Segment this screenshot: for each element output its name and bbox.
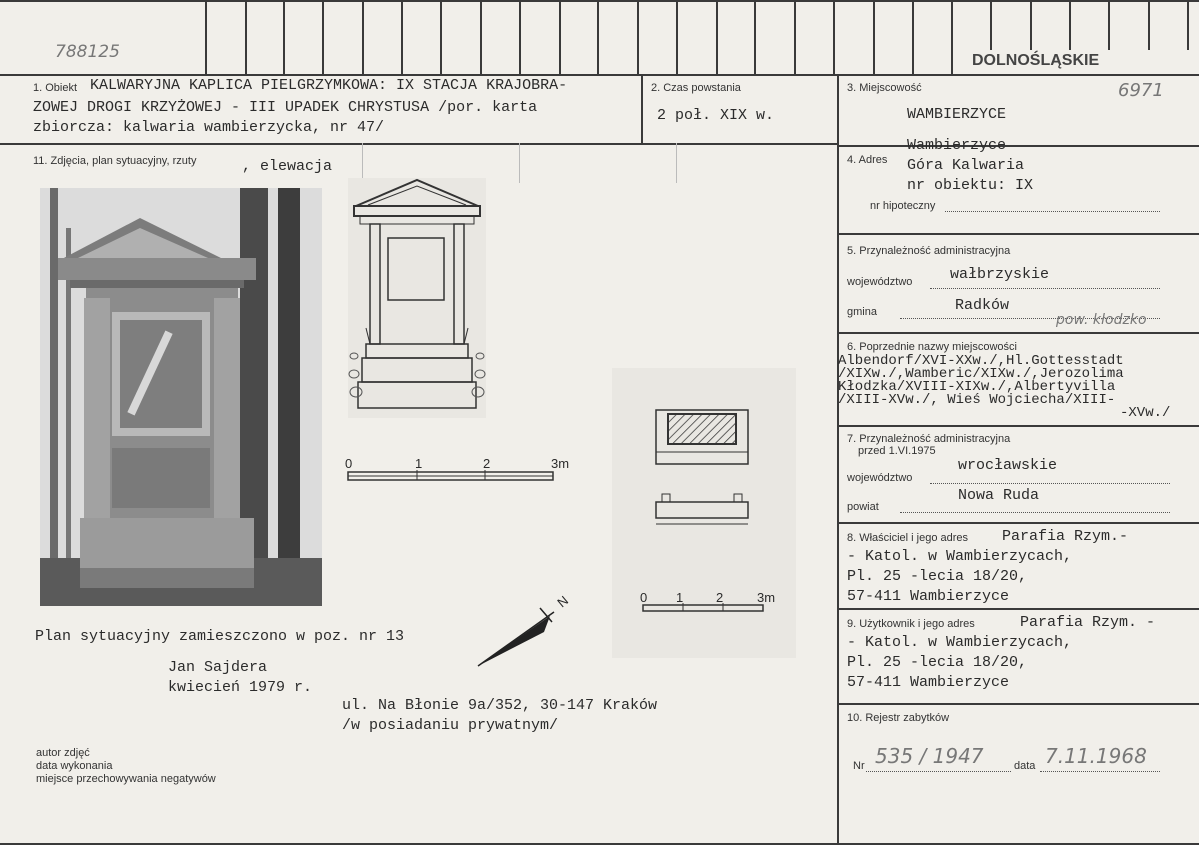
- powiat-line: [900, 512, 1170, 513]
- field-poprzednie-line-3: Kłodzka/XVIII-XIXw./,Albertyvilla: [838, 379, 1116, 395]
- field-poprzednie-line-4: /XIII-XVw./, Wieś Wojciecha/XIII-: [838, 392, 1116, 408]
- field-wlasciciel-line-1: Parafia Rzym.-: [1002, 528, 1129, 545]
- field-uzytkownik-line-1: Parafia Rzym. -: [1020, 614, 1156, 631]
- field-uzytkownik-line-2: - Katol. w Wambierzycach,: [847, 634, 1073, 651]
- field-adres-line-1: Wambierzyce: [907, 137, 1007, 154]
- section-11-label: 11. Zdjęcia, plan sytuacyjny, rzuty: [33, 155, 197, 167]
- field-przed-label: 7. Przynależność administracyjna: [847, 433, 1011, 445]
- field-przed-woj-value: wrocławskie: [958, 457, 1058, 474]
- field-wlasciciel-line-4: 57-411 Wambierzyce: [847, 588, 1010, 605]
- guide-line: [519, 143, 520, 183]
- chapel-photo: [40, 188, 322, 606]
- field-hipoteczny-label: nr hipoteczny: [870, 200, 936, 212]
- handwritten-powiat-note: pow. kłodzko: [1056, 312, 1147, 328]
- field-poprzednie-line-2: /XIXw./,Wamberic/XIXw./,Jerozolima: [838, 366, 1124, 382]
- author-date: kwiecień 1979 r.: [168, 679, 313, 696]
- field-miejscowosc-label: 3. Miejscowość: [847, 82, 922, 94]
- author-storage: /w posiadaniu prywatnym/: [342, 717, 559, 734]
- scale-bottom-2: 2: [716, 590, 724, 605]
- field-obiekt-line-3: zbiorcza: kalwaria wambierzycka, nr 47/: [33, 119, 385, 136]
- field-rejestr-data-value: 7.11.1968: [1045, 744, 1147, 768]
- scale-bottom-3: 3m: [757, 590, 776, 605]
- guide-line: [676, 143, 677, 183]
- field-wlasciciel-line-2: - Katol. w Wambierzycach,: [847, 548, 1073, 565]
- field-poprzednie-line-5: -XVw./: [1120, 405, 1171, 421]
- scale-top-3: 3m: [551, 456, 570, 471]
- field-wlasciciel-label: 8. Właściciel i jego adres: [847, 532, 969, 544]
- corner-handwritten-number: 788125: [55, 42, 120, 62]
- author-address: ul. Na Błonie 9a/352, 30-147 Kraków: [342, 697, 658, 714]
- scale-bottom-1: 1: [676, 590, 684, 605]
- field-przed-woj-label: województwo: [847, 472, 913, 484]
- field-adres-line-3: nr obiektu: IX: [907, 177, 1034, 194]
- scale-top-1: 1: [415, 456, 423, 471]
- footer-label-author: autor zdjęć: [36, 747, 90, 759]
- field-przed-sub: przed 1.VI.1975: [858, 445, 936, 457]
- field-adres-label: 4. Adres: [847, 154, 888, 166]
- field-uzytkownik-label: 9. Użytkownik i jego adres: [847, 618, 975, 630]
- field-uzytkownik-line-4: 57-411 Wambierzyce: [847, 674, 1010, 691]
- wojewodztwo-line: [930, 288, 1160, 289]
- scale-top-0: 0: [345, 456, 353, 471]
- field-rejestr-data-label: data: [1014, 760, 1036, 772]
- field-obiekt-label: 1. Obiekt: [33, 82, 78, 94]
- author-name: Jan Sajdera: [168, 659, 268, 676]
- field-rejestr-label: 10. Rejestr zabytków: [847, 712, 950, 724]
- section-11-extra: , elewacja: [242, 158, 333, 175]
- field-wojewodztwo-value: wałbrzyskie: [950, 266, 1050, 283]
- field-gmina-value: Radków: [955, 297, 1010, 314]
- footer-label-date: data wykonania: [36, 760, 113, 772]
- field-rejestr-nr-label: Nr: [853, 760, 865, 772]
- guide-line: [362, 143, 363, 183]
- north-label: N: [554, 592, 572, 611]
- field-uzytkownik-line-3: Pl. 25 -lecia 18/20,: [847, 654, 1028, 671]
- scale-top-2: 2: [483, 456, 491, 471]
- rejestr-nr-line: [866, 771, 1011, 772]
- field-adres-line-2: Góra Kalwaria: [907, 157, 1025, 174]
- field-przynaleznosc-label: 5. Przynależność administracyjna: [847, 245, 1011, 257]
- plan-note: Plan sytuacyjny zamieszczono w poz. nr 13: [35, 628, 405, 645]
- region-label: DOLNOŚLĄSKIE: [972, 52, 1100, 69]
- field-rejestr-nr-value: 535 / 1947: [875, 744, 984, 768]
- field-powiat-label: powiat: [847, 501, 879, 513]
- field-wojewodztwo-label: województwo: [847, 276, 913, 288]
- field-obiekt-line-1: KALWARYJNA KAPLICA PIELGRZYMKOWA: IX STACJA KRAJOBRA-: [90, 77, 568, 94]
- przed-woj-line: [930, 483, 1170, 484]
- card-number-handwritten: 6971: [1118, 80, 1164, 101]
- field-wlasciciel-line-3: Pl. 25 -lecia 18/20,: [847, 568, 1028, 585]
- rejestr-data-line: [1040, 771, 1160, 772]
- elevation-drawing: [348, 178, 486, 418]
- scale-bar-top: [345, 470, 560, 484]
- field-czas-label: 2. Czas powstania: [651, 82, 741, 94]
- footer-label-storage: miejsce przechowywania negatywów: [36, 773, 216, 785]
- hipoteczny-line: [945, 211, 1160, 212]
- field-gmina-label: gmina: [847, 306, 877, 318]
- scale-bar-bottom: [640, 603, 770, 615]
- field-poprzednie-label: 6. Poprzednie nazwy miejscowości: [847, 341, 1017, 353]
- field-czas-value: 2 poł. XIX w.: [657, 107, 775, 124]
- field-powiat-value: Nowa Ruda: [958, 487, 1040, 504]
- field-miejscowosc-value: WAMBIERZYCE: [907, 106, 1007, 123]
- field-obiekt-line-2: ZOWEJ DROGI KRZYŻOWEJ - III UPADEK CHRYSTUSA /por. karta: [33, 99, 538, 116]
- scale-bottom-0: 0: [640, 590, 648, 605]
- field-poprzednie-line-1: Albendorf/XVI-XXw./,Hl.Gottesstadt: [838, 353, 1124, 369]
